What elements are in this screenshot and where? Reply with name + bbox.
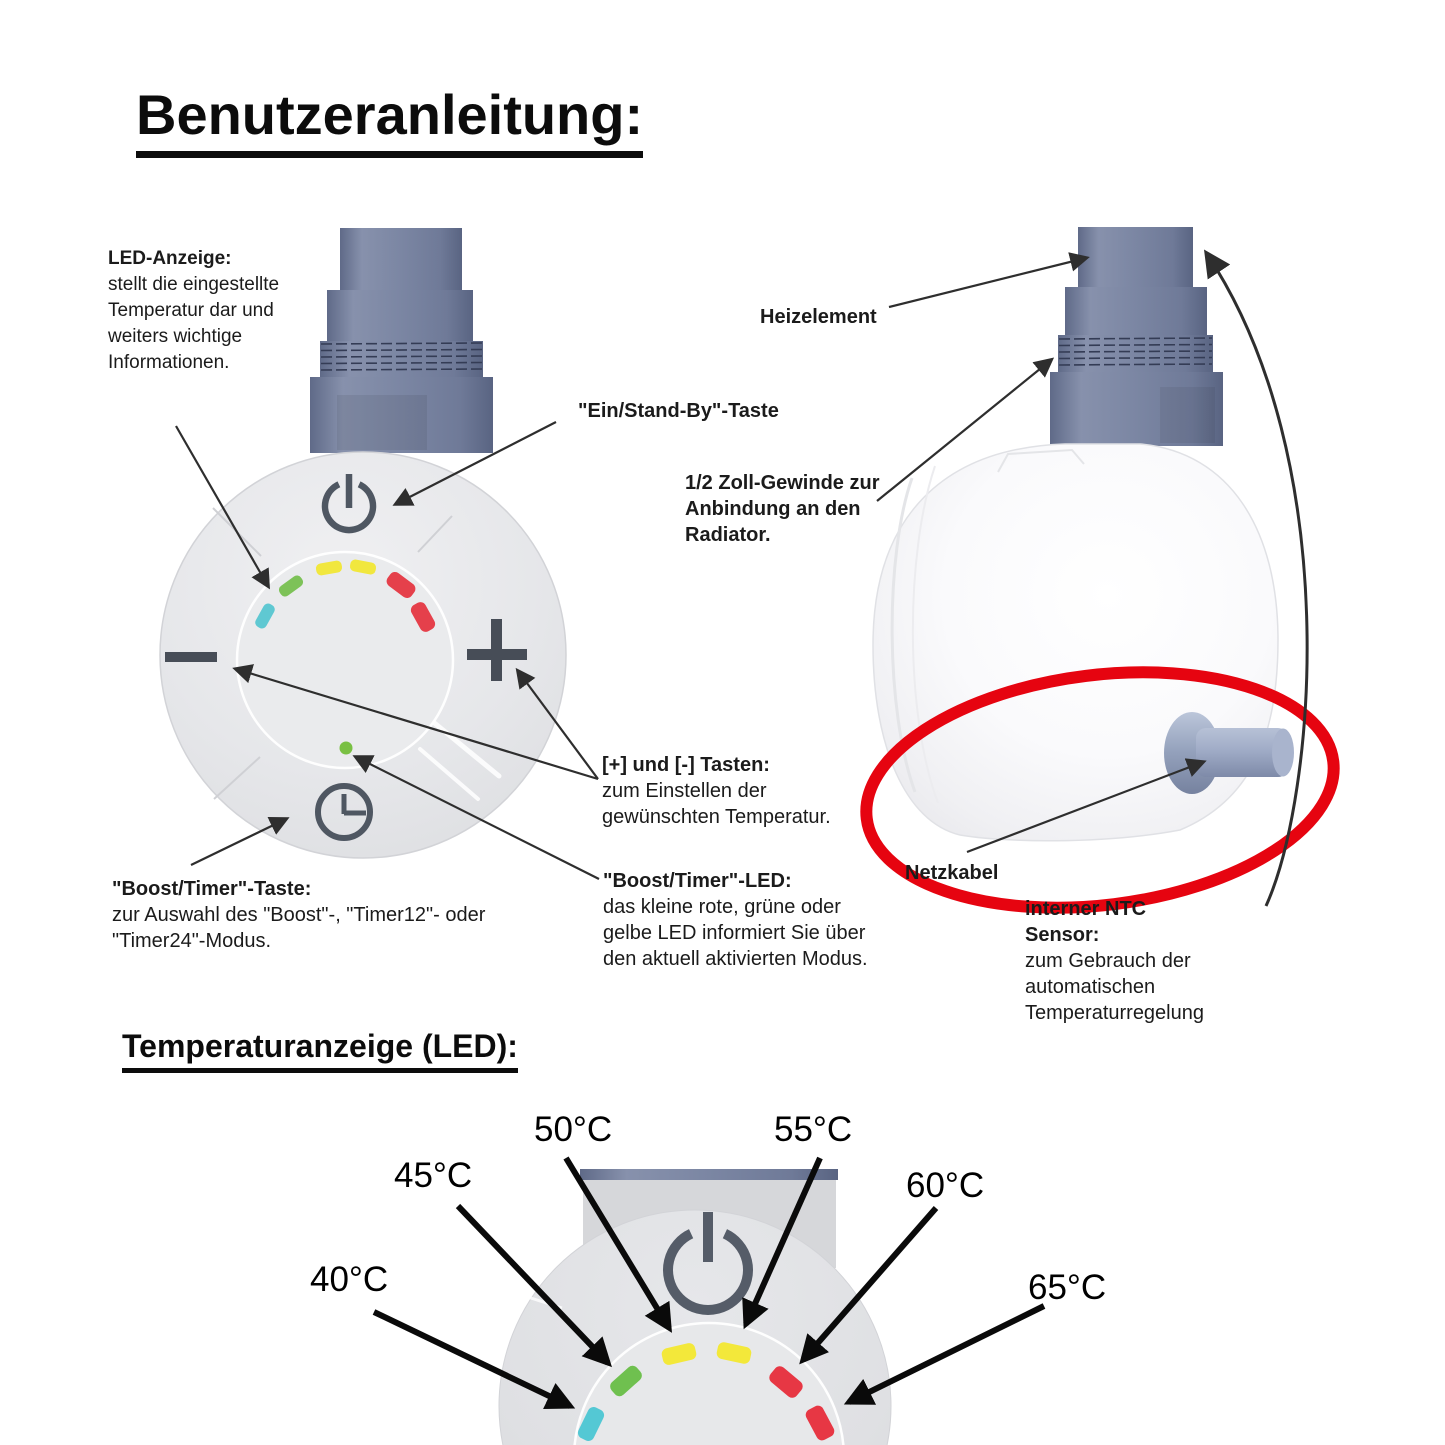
section-title-temperature-display: Temperaturanzeige (LED): [122, 1028, 518, 1073]
label-plus-minus-heading: [+] und [-] Tasten: [602, 754, 770, 776]
label-led-display [108, 246, 313, 376]
dial-inner-circle [237, 552, 453, 768]
right-controller [853, 227, 1348, 933]
label-boost-timer-led [603, 868, 875, 972]
temp-label-45c: 45°C [394, 1156, 473, 1195]
temp-label-60c: 60°C [906, 1166, 985, 1205]
arrow-boost-button [191, 819, 286, 865]
temp-label-40c: 40°C [310, 1260, 389, 1299]
temp-label-50c: 50°C [534, 1110, 613, 1149]
boost-timer-led-dot [340, 742, 353, 755]
temp-label-55c: 55°C [774, 1110, 853, 1149]
label-thread: 1/2 Zoll-Gewinde zur Anbindung an den Radiator. [685, 472, 880, 546]
label-plus-minus-body: zum Einstellen der gewünschten Temperatur. [602, 780, 831, 828]
label-ntc-sensor-body: zum Gebrauch der automatischen Temperaturregelung [1025, 950, 1204, 1024]
label-boost-timer-button-heading: "Boost/Timer"-Taste: [112, 878, 312, 900]
label-boost-timer-button [112, 876, 504, 954]
label-boost-timer-led-body: das kleine rote, grüne oder gelbe LED informiert Sie über den aktuell aktivierten Modus. [603, 896, 868, 970]
label-ntc-sensor-heading: interner NTC Sensor: [1025, 898, 1147, 946]
left-cap [310, 228, 493, 453]
label-ntc-sensor [1025, 896, 1225, 1026]
label-boost-timer-button-body: zur Auswahl des "Boost"-, "Timer12"- oder "Timer24"-Modus. [112, 904, 486, 952]
label-standby-button: "Ein/Stand-By"-Taste [578, 400, 779, 422]
label-heating-element: Heizelement [760, 306, 877, 328]
label-led-display-body: stellt die eingestellte Temperatur dar und weiters wichtige Informationen. [108, 274, 280, 373]
label-plus-minus [602, 752, 834, 830]
bottom-cap-bar [580, 1169, 838, 1180]
label-power-cable: Netzkabel [905, 862, 999, 884]
minus-icon[interactable] [165, 652, 217, 662]
label-boost-timer-led-heading: "Boost/Timer"-LED: [603, 870, 792, 892]
temp-label-65c: 65°C [1028, 1268, 1107, 1307]
label-led-display-heading: LED-Anzeige: [108, 248, 232, 269]
arrow-heating-element [889, 258, 1086, 307]
controller-body-side [873, 444, 1278, 841]
page-title: Benutzeranleitung: [136, 84, 643, 158]
bottom-dial [450, 1169, 891, 1445]
